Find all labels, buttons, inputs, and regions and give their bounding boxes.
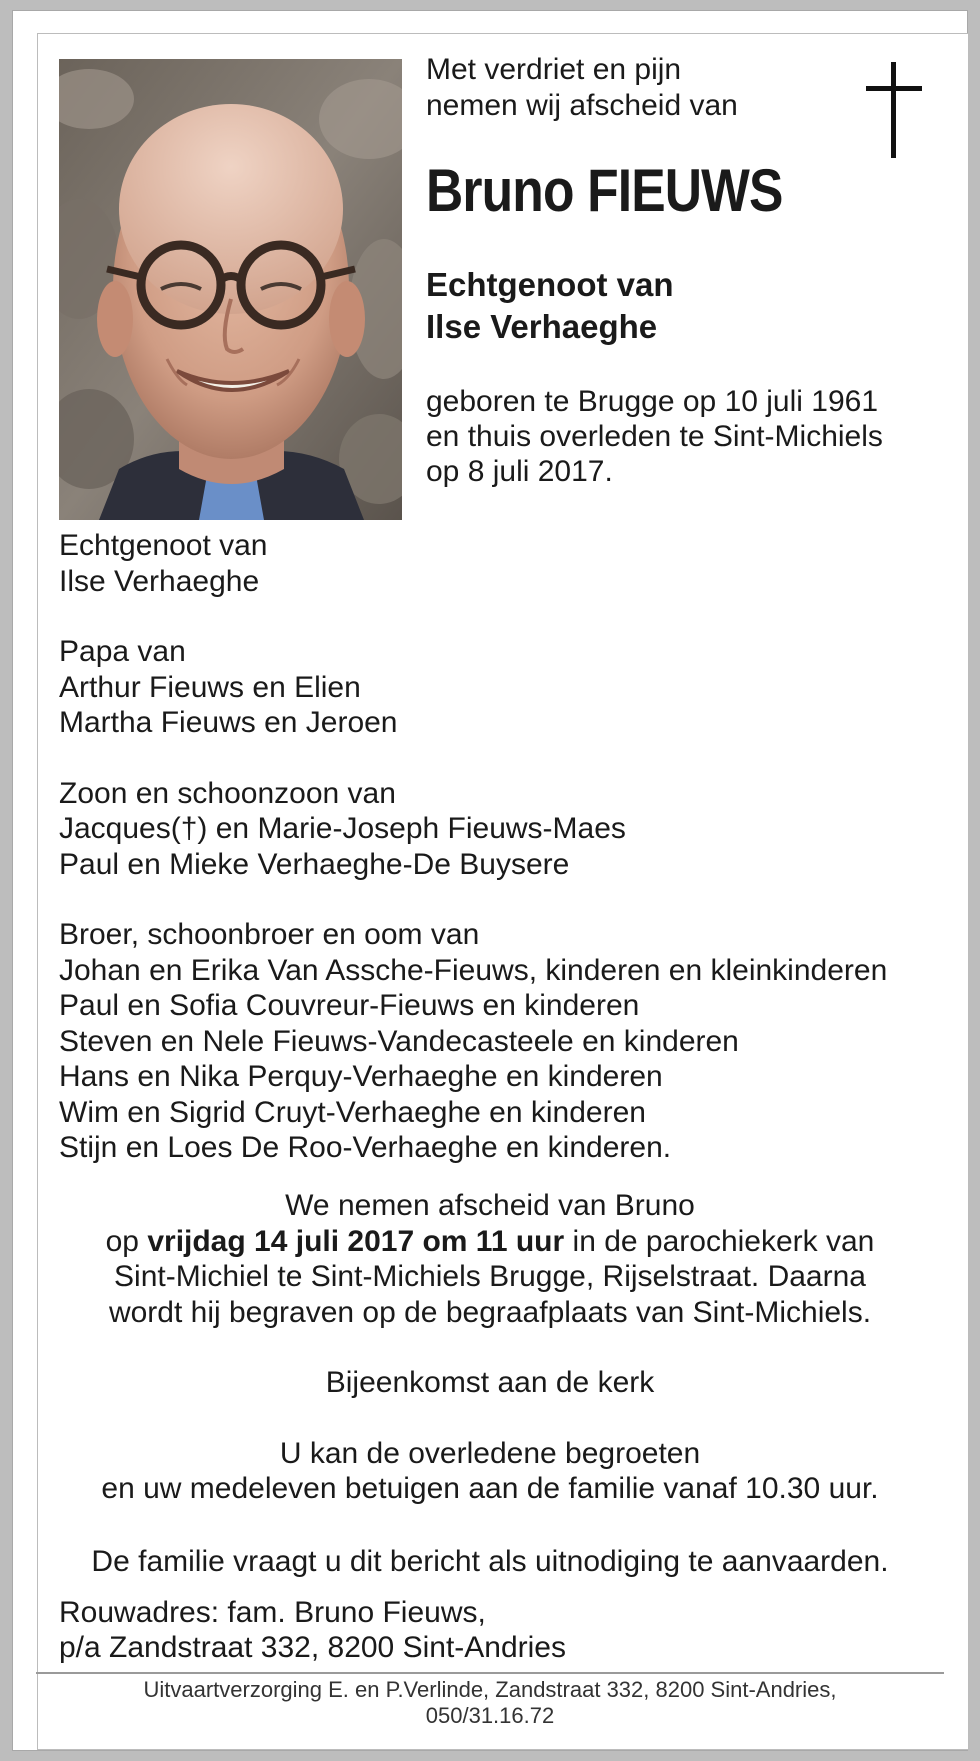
cross-icon — [866, 62, 922, 158]
family-line: Martha Fieuws en Jeroen — [59, 706, 398, 739]
mourning-address — [59, 1595, 566, 1665]
family-line: Hans en Nika Perquy-Verhaeghe en kinderen — [59, 1060, 663, 1093]
undertaker-phone: 050/31.16.72 — [425, 1703, 555, 1728]
ceremony-date: vrijdag 14 juli 2017 om 11 uur — [147, 1224, 565, 1258]
family-line: Arthur Fieuws en Elien — [59, 670, 361, 704]
ceremony-line: Sint-Michiel te Sint-Michiels Brugge, Rijselstraat. Daarna — [114, 1260, 866, 1293]
visit-line: en uw medeleven betuigen aan de familie vanaf 10.30 uur. — [101, 1472, 879, 1505]
family-group — [59, 917, 887, 1166]
family-line: Echtgenoot van — [59, 529, 268, 562]
deceased-name: Bruno FIEUWS — [426, 157, 783, 224]
divider — [36, 1672, 944, 1674]
ceremony-line: We nemen afscheid van Bruno — [285, 1189, 695, 1222]
portrait-photo — [59, 59, 402, 520]
ceremony-line: wordt hij begraven op de begraafplaats van Sint-Michiels. — [108, 1295, 872, 1329]
gathering-note: Bijeenkomst aan de kerk — [325, 1366, 655, 1399]
family-line: Paul en Sofia Couvreur-Fieuws en kinderen — [59, 989, 640, 1022]
address-line: Rouwadres: fam. Bruno Fieuws, — [59, 1596, 486, 1629]
birth-death-details — [426, 384, 883, 489]
family-line: Jacques(†) en Marie-Joseph Fieuws-Maes — [59, 812, 626, 845]
birth-line: en thuis overleden te Sint-Michiels — [426, 420, 883, 453]
intro-text — [426, 52, 738, 124]
family-line: Paul en Mieke Verhaeghe-De Buysere — [59, 847, 570, 881]
family-line: Steven en Nele Fieuws-Vandecasteele en kinderen — [59, 1024, 739, 1058]
family-group — [59, 528, 887, 599]
family-line: Papa van — [59, 635, 186, 668]
intro-line: nemen wij afscheid van — [426, 89, 738, 122]
undertaker-info — [40, 1677, 940, 1729]
invitation-note: De familie vraagt u dit bericht als uitnodiging te aanvaarden. — [91, 1544, 889, 1578]
spouse-line: Ilse Verhaeghe — [426, 308, 658, 345]
family-line: Ilse Verhaeghe — [59, 564, 260, 598]
ceremony-text: op — [105, 1224, 148, 1258]
family-line: Wim en Sigrid Cruyt-Verhaeghe en kinderen — [59, 1095, 646, 1129]
family-group — [59, 776, 887, 883]
family-list — [59, 528, 887, 1166]
family-line: Broer, schoonbroer en oom van — [59, 918, 480, 951]
ceremony-line — [40, 1224, 940, 1260]
intro-line: Met verdriet en pijn — [426, 53, 682, 86]
visit-line: U kan de overledene begroeten — [279, 1436, 701, 1470]
family-group — [59, 634, 887, 741]
family-line: Stijn en Loes De Roo-Verhaeghe en kinderen. — [59, 1131, 672, 1164]
birth-line: geboren te Brugge op 10 juli 1961 — [426, 385, 879, 418]
spouse-line: Echtgenoot van — [426, 266, 674, 303]
spouse-heading — [426, 264, 674, 348]
ceremony-text: in de parochiekerk van — [564, 1224, 875, 1258]
ceremony-details — [40, 1188, 940, 1579]
address-line: p/a Zandstraat 332, 8200 Sint-Andries — [59, 1631, 566, 1664]
family-line: Zoon en schoonzoon van — [59, 776, 396, 810]
family-line: Johan en Erika Van Assche-Fieuws, kinderen en kleinkinderen — [59, 953, 888, 987]
undertaker-line: Uitvaartverzorging E. en P.Verlinde, Zandstraat 332, 8200 Sint-Andries, — [143, 1677, 837, 1702]
birth-line: op 8 juli 2017. — [426, 455, 613, 488]
